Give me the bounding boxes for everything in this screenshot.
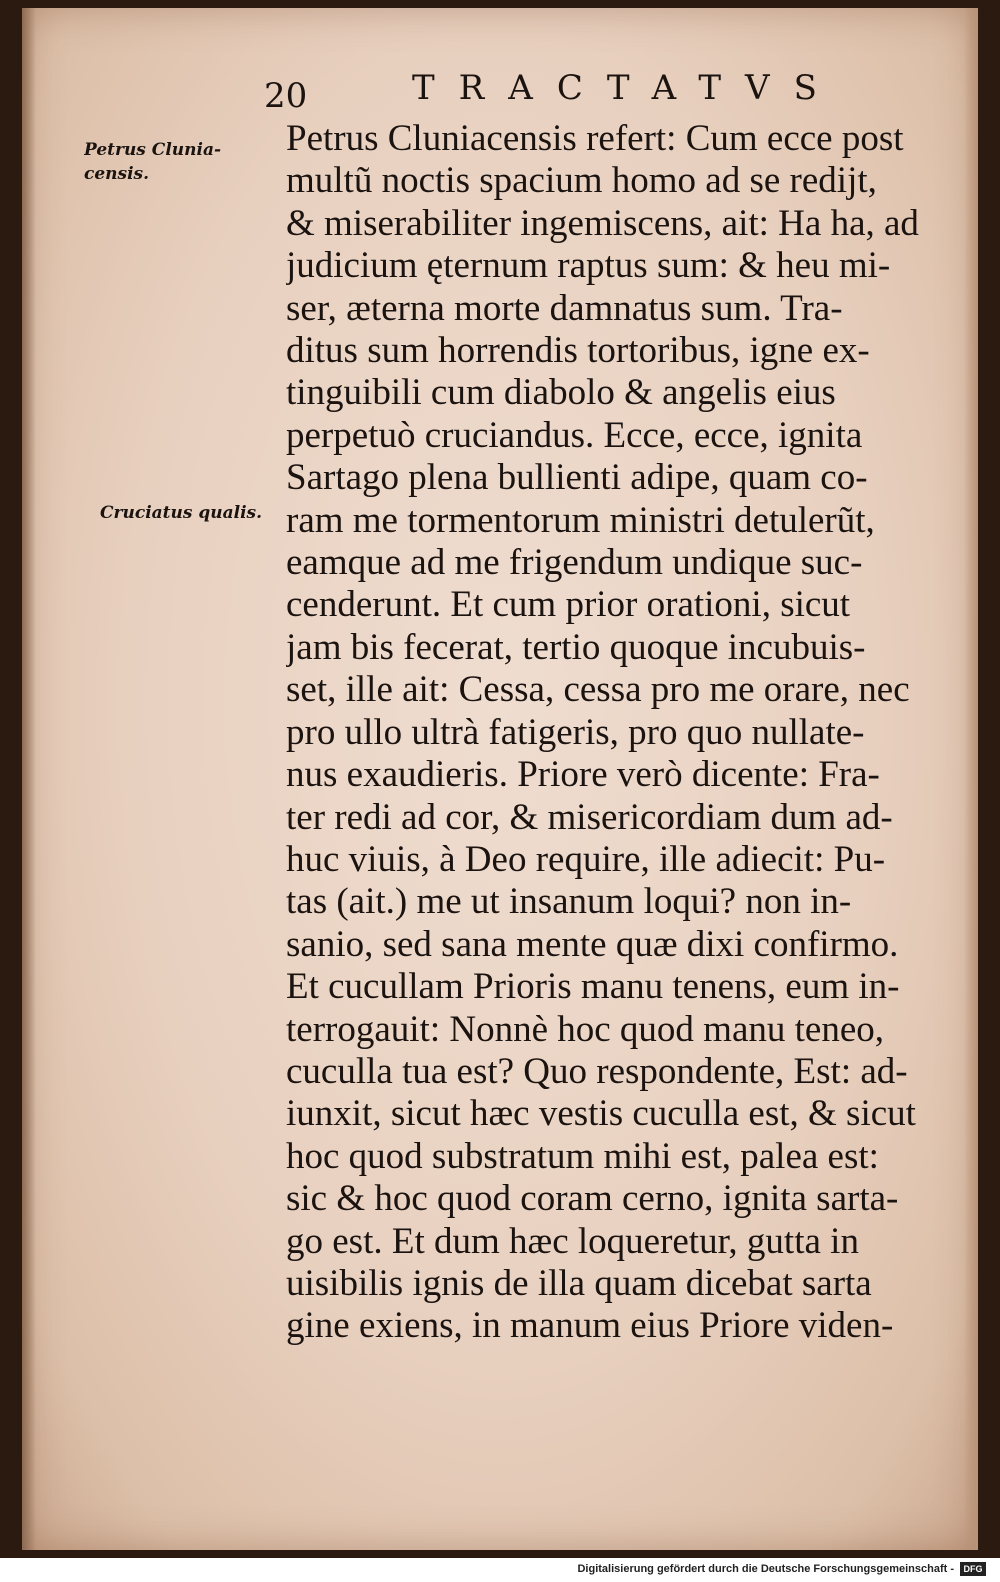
text-line: go est. Et dum hæc loqueretur, gutta in	[286, 1220, 859, 1262]
text-line: ter redi ad cor, & misericordiam dum ad-	[286, 796, 893, 838]
page-number: 20	[264, 76, 308, 116]
text-line: gine exiens, in manum eius Priore viden-	[286, 1305, 894, 1347]
book-page	[22, 8, 978, 1550]
marginal-note	[84, 138, 244, 186]
text-line: Et cucullam Prioris manu tenens, eum in-	[286, 966, 900, 1008]
text-line: nus exaudieris. Priore verò dicente: Fra-	[286, 754, 880, 796]
text-line: tinguibili cum diabolo & angelis eius	[286, 372, 836, 414]
marginal-note-line: Cruciatus qualis.	[100, 503, 263, 523]
text-line: tas (ait.) me ut insanum loqui? non in-	[286, 881, 852, 923]
text-line: judicium ęternum raptus sum: & heu mi-	[286, 245, 891, 287]
text-line: cenderunt. Et cum prior orationi, sicut	[286, 584, 851, 626]
text-line: & miserabiliter ingemiscens, ait: Ha ha, ad	[286, 202, 919, 244]
text-line: jam bis fecerat, tertio quoque incubuis-	[286, 626, 866, 668]
text-line: iunxit, sicut hæc vestis cuculla est, & sicut	[286, 1093, 916, 1135]
text-line: cuculla tua est? Quo respondente, Est: ad-	[286, 1050, 908, 1092]
marginal-note	[100, 501, 300, 525]
text-line: ditus sum horrendis tortoribus, igne ex-	[286, 330, 870, 372]
body-text	[286, 118, 976, 1348]
text-line: hoc quod substratum mihi est, palea est:	[286, 1135, 879, 1177]
marginal-note-line: Petrus Clunia-	[84, 140, 222, 160]
text-line: huc viuis, à Deo require, ille adiecit: Pu-	[286, 838, 886, 880]
text-line: terrogauit: Nonnè hoc quod manu teneo,	[286, 1008, 884, 1050]
text-line: pro ullo ultrà fatigeris, pro quo nullate-	[286, 711, 865, 753]
marginal-note-line: censis.	[84, 164, 150, 184]
running-title: TRACTATVS	[412, 68, 841, 108]
page-spine-shadow	[22, 8, 36, 1550]
text-line: Sartago plena bullienti adipe, quam co-	[286, 457, 868, 499]
text-line: set, ille ait: Cessa, cessa pro me orare, nec	[286, 669, 910, 711]
text-line: eamque ad me frigendum undique suc-	[286, 542, 863, 584]
dfg-logo: DFG	[960, 1562, 986, 1576]
text-line: perpetuò cruciandus. Ecce, ecce, ignita	[286, 414, 863, 456]
text-line: ser, æterna morte damnatus sum. Tra-	[286, 287, 843, 329]
text-line: sic & hoc quod coram cerno, ignita sarta-	[286, 1178, 899, 1220]
text-line: Petrus Cluniacensis refert: Cum ecce post	[286, 118, 904, 159]
footer-credit: Digitalisierung gefördert durch die Deutsche Forschungsgemeinschaft -	[577, 1563, 954, 1575]
text-line: multũ noctis spacium homo ad se redijt,	[286, 160, 877, 202]
text-line: uisibilis ignis de illa quam dicebat sarta	[286, 1262, 872, 1304]
text-line: ram me tormentorum ministri detulerũt,	[286, 499, 875, 541]
text-line: sanio, sed sana mente quæ dixi confirmo.	[286, 923, 899, 965]
footer-bar	[0, 1558, 1000, 1582]
